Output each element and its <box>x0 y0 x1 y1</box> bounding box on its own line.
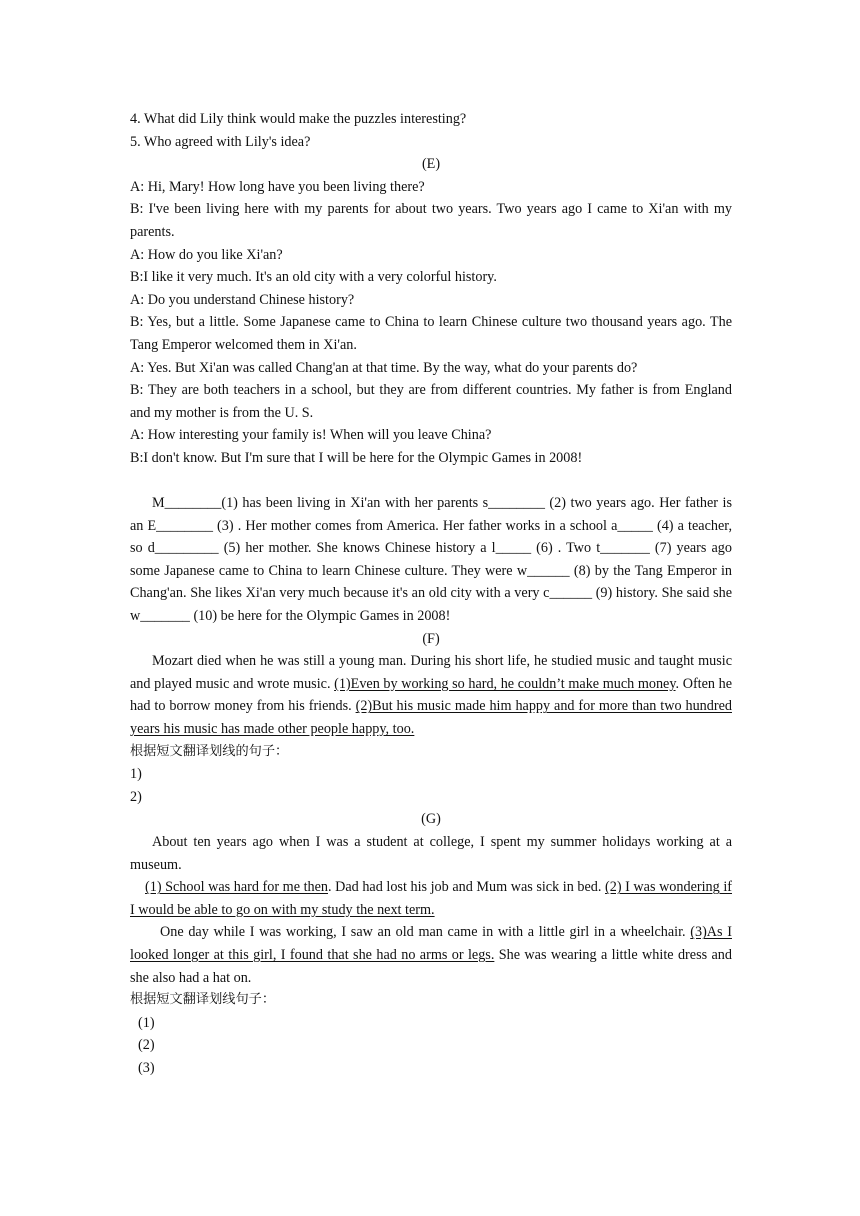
answer-label: (2) <box>138 1037 155 1054</box>
underlined-sentence-3: (3)As I looked longer at this girl, I found that she had no arms or legs. <box>130 924 732 963</box>
answer-label: 2) <box>130 788 142 805</box>
passage-text: Mozart died when he was still a young man. During his short life, he studied music and taught music and played music and wrote music. <box>130 653 732 692</box>
dialogue-line: B: Yes, but a little. Some Japanese came to China to learn Chinese culture two thousand years ago. The Tang Emperor welcomed them in Xi'an. <box>130 314 732 353</box>
dialogue-line: B: They are both teachers in a school, but they are from different countries. My father is from England and my mother is from the U. S. <box>130 382 732 421</box>
passage-text: One day while I was working, I saw an old man came in with a little girl in a wheelchair. <box>160 924 691 941</box>
section-g-paragraph-1: About ten years ago when I was a student at college, I spent my summer holidays working at a museum. <box>130 834 732 873</box>
section-g-paragraph-2 <box>130 876 732 921</box>
answer-label: (1) <box>138 1014 155 1031</box>
passage-text: . Often he had to borrow money from his friends. <box>130 675 732 715</box>
question-4: 4. What did Lily think would make the puzzles interesting? <box>130 111 467 127</box>
underlined-sentence-2: (2) I was wondering if I would be able to go on with my study the next term. <box>130 879 732 918</box>
section-f-heading: (F) <box>422 630 440 647</box>
section-g-instruction: 根据短文翻译划线句子： <box>130 992 276 1008</box>
answer-label: 1) <box>130 766 142 783</box>
answer-label: (3) <box>138 1059 155 1076</box>
underlined-sentence-1: (1) School was hard for me then <box>145 879 328 896</box>
section-f-instruction: 根据短文翻译划线的句子： <box>130 743 289 759</box>
section-e-summary-cloze: M________(1) has been living in Xi'an with her parents s________ (2) two years ago. Her father is an E________ (3) . Her mother comes from America. Her father works in a school a_____ (4) a teacher, so d_________ (5) her mother. She knows Chinese history a l_____ (6) . Two t_______ (7) years ago some Japanese came to China to learn Chinese culture. They were w______ (8) by the Tang Emperor in Chang'an. She likes Xi'an very much because it's an old city with a very c______ (9) history. She said she w_______ (10) be here for the Olympic Games in 2008! <box>130 495 732 625</box>
underlined-sentence-1: (1)Even by working so hard, he couldn’t make much money <box>334 675 676 692</box>
dialogue-line: B: I've been living here with my parents for about two years. Two years ago I came to Xi'an with my parents. <box>130 201 732 240</box>
section-g-heading: (G) <box>421 811 441 828</box>
dialogue-line: A: How interesting your family is! When will you leave China? <box>130 427 492 444</box>
dialogue-line: B:I don't know. But I'm sure that I will be here for the Olympic Games in 2008! <box>130 449 583 466</box>
passage-text: . Dad had lost his job and Mum was sick in bed. <box>328 879 605 896</box>
underlined-sentence-2: (2)But his music made him happy and for more than two hundred years his music has made other people happy, too. <box>130 698 732 738</box>
dialogue-line: A: Yes. But Xi'an was called Chang'an at that time. By the way, what do your parents do? <box>130 359 638 376</box>
section-g-paragraph-3 <box>130 921 732 989</box>
dialogue-line: A: Hi, Mary! How long have you been living there? <box>130 178 425 195</box>
section-e-heading: (E) <box>421 156 441 173</box>
passage-text: She was wearing a little white dress and she also had a hat on. <box>130 946 732 986</box>
question-5: 5. Who agreed with Lily's idea? <box>130 133 311 150</box>
spacer <box>130 470 732 493</box>
document-body <box>130 108 732 1080</box>
dialogue-line: A: How do you like Xi'an? <box>130 246 283 263</box>
dialogue-line: B:I like it very much. It's an old city with a very colorful history. <box>130 269 497 286</box>
section-f-passage <box>130 650 732 740</box>
dialogue-line: A: Do you understand Chinese history? <box>130 291 355 308</box>
